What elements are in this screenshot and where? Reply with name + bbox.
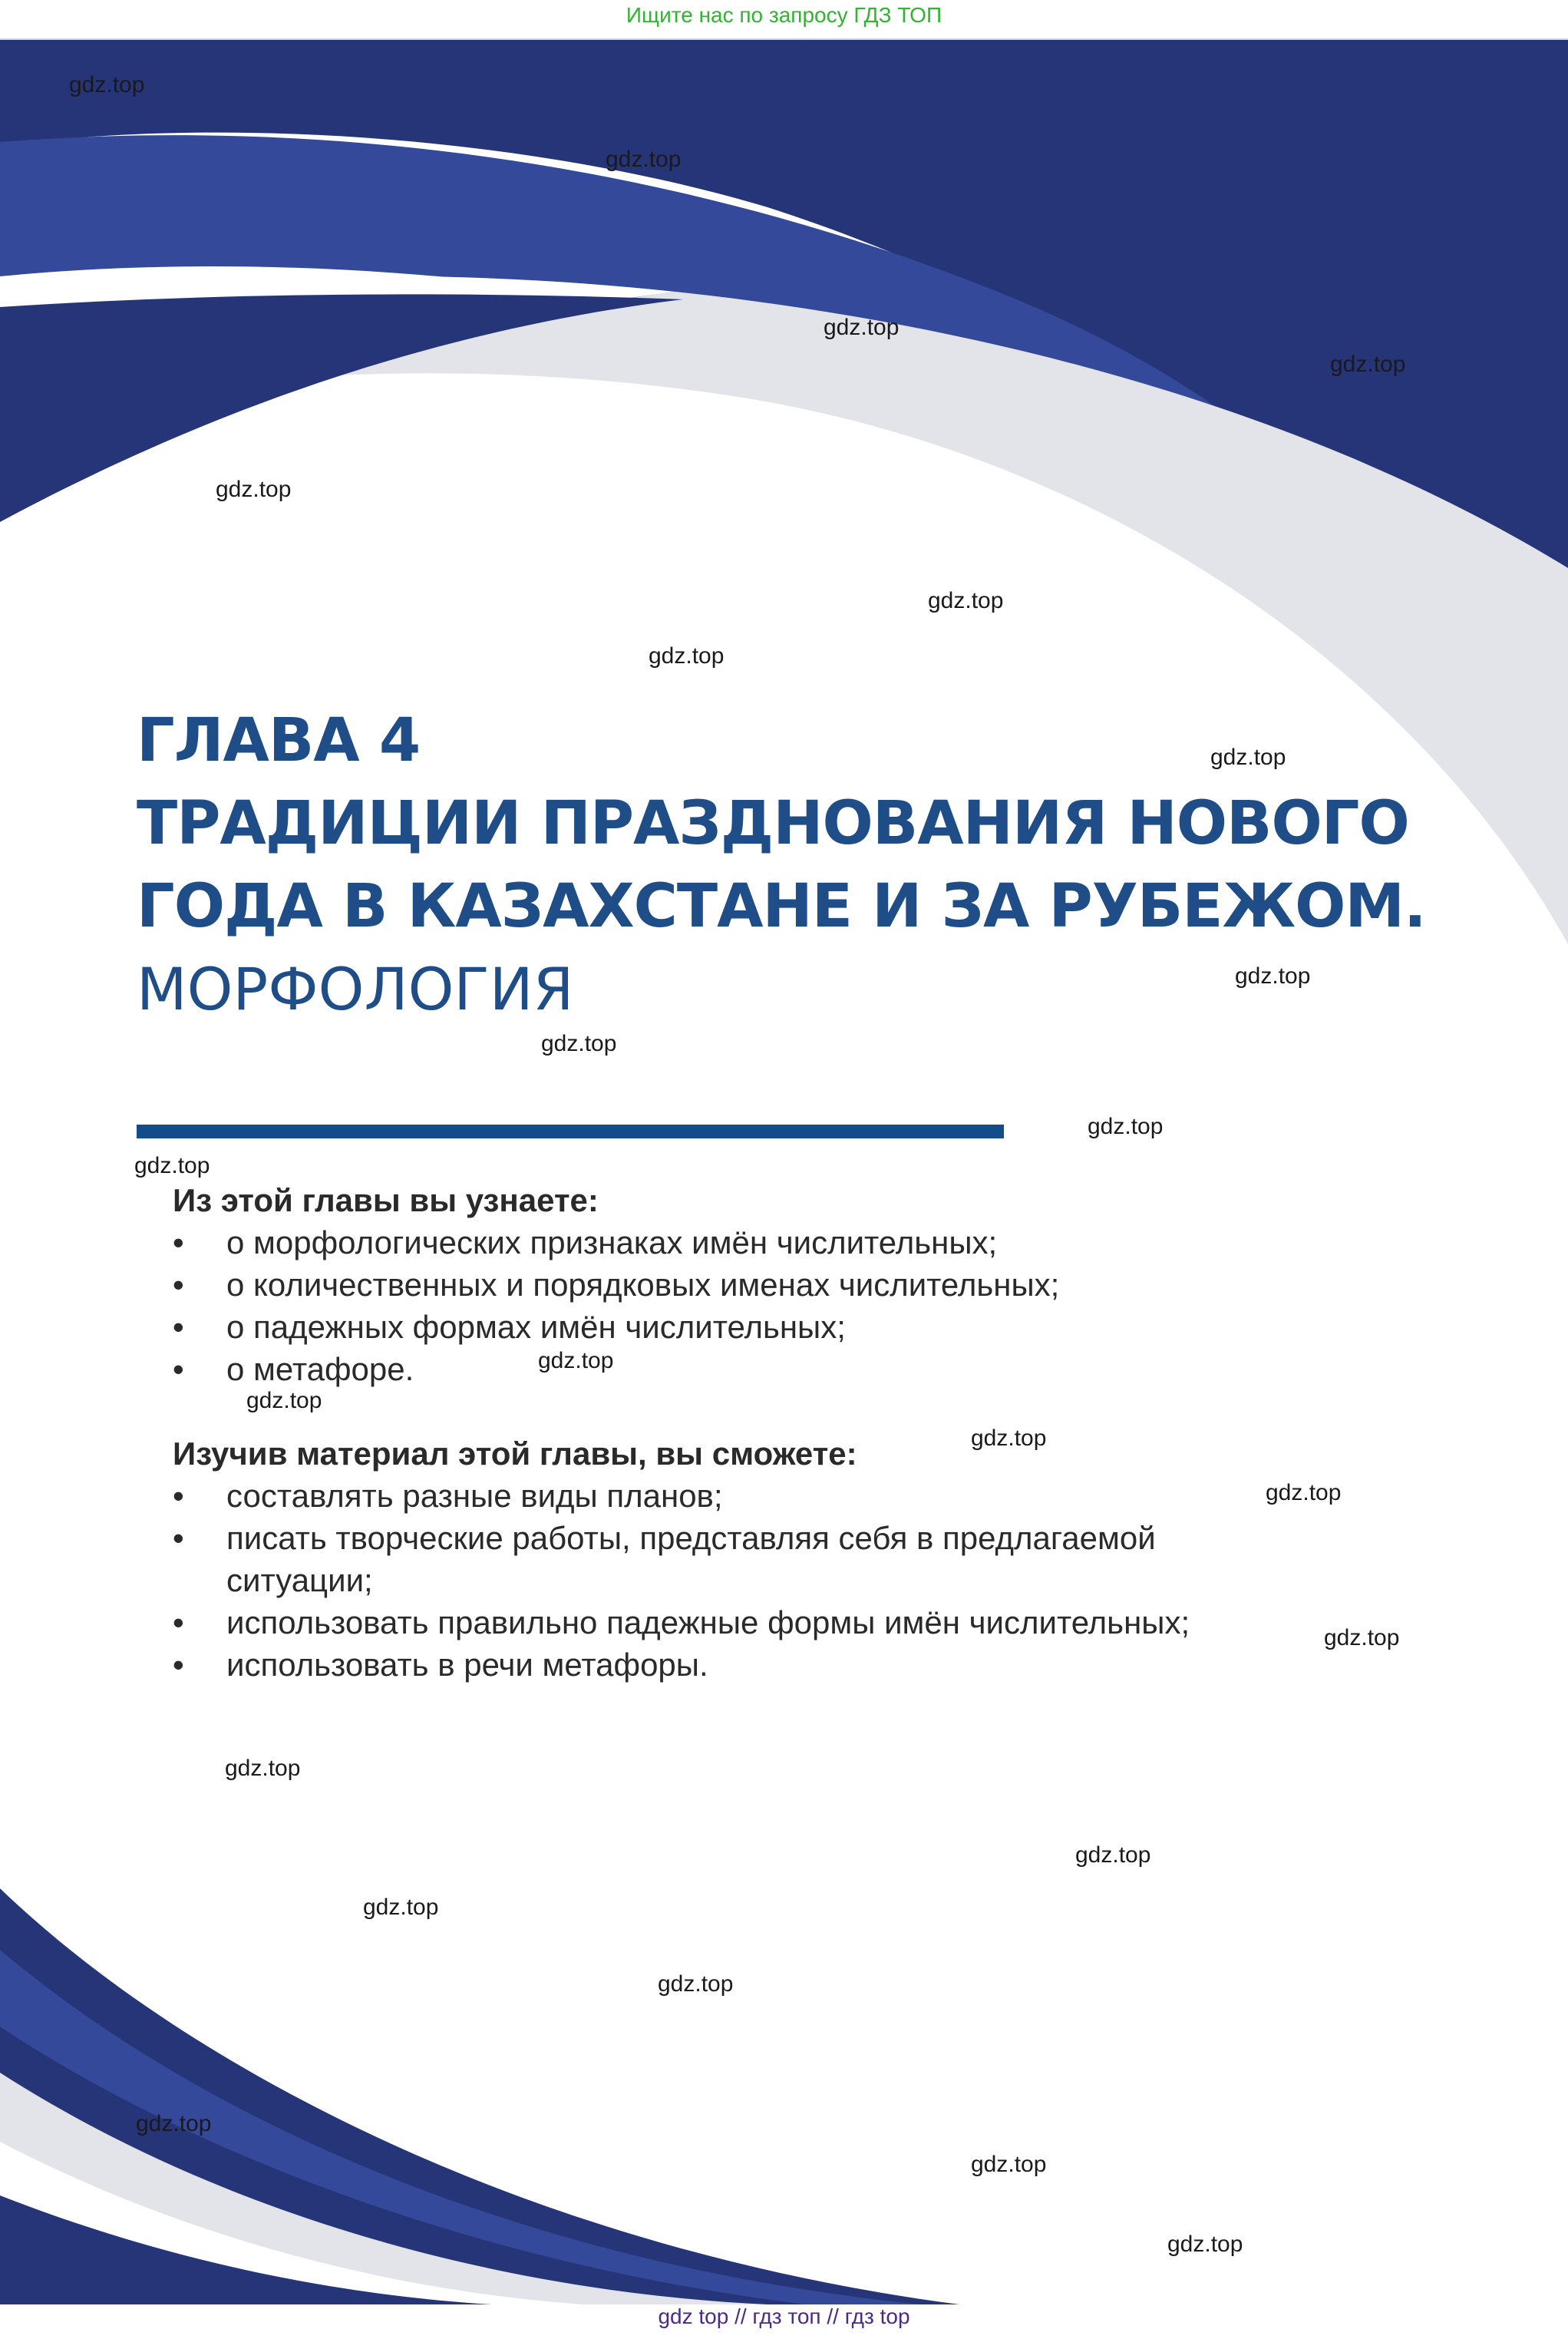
watermark: gdz.top (538, 1348, 614, 1373)
skills-item-text: составлять разные виды планов; (226, 1478, 723, 1514)
bullet: • (173, 1647, 184, 1683)
skills-heading: Изучив материал этой главы, вы сможете: (173, 1435, 857, 1472)
bullet: • (173, 1351, 184, 1387)
watermark: gdz.top (649, 643, 725, 669)
bullet: • (173, 1478, 184, 1514)
footer-links (0, 2304, 1568, 2329)
watermark: gdz.top (971, 2152, 1047, 2177)
skills-item-text: писать творческие работы, представляя себя в предлагаемой (226, 1520, 1156, 1556)
watermark: gdz.top (658, 1971, 734, 1997)
chapter-title-line-1: ТРАДИЦИИ ПРАЗДНОВАНИЯ НОВОГО (137, 789, 1409, 858)
chapter-title-line-2: ГОДА В КАЗАХСТАНЕ И ЗА РУБЕЖОМ. (137, 872, 1426, 941)
watermark: gdz.top (1235, 963, 1311, 989)
learn-item-text: о количественных и порядковых именах числительных; (226, 1267, 1060, 1303)
watermark: gdz.top (225, 1756, 301, 1781)
bullet: • (173, 1604, 184, 1640)
watermark: gdz.top (69, 72, 145, 97)
watermark: gdz.top (1330, 352, 1406, 377)
watermark: gdz.top (246, 1388, 322, 1413)
watermark: gdz.top (136, 2111, 212, 2136)
bullet: • (173, 1267, 184, 1303)
top-search-hint-bar (0, 0, 1568, 40)
chapter-subtitle: МОРФОЛОГИЯ (137, 955, 574, 1023)
watermark: gdz.top (1324, 1625, 1400, 1650)
watermark: gdz.top (1088, 1114, 1164, 1139)
watermark: gdz.top (1266, 1480, 1342, 1505)
bullet: • (173, 1309, 184, 1345)
learn-item-text: о метафоре. (226, 1351, 414, 1387)
watermark: gdz.top (1210, 745, 1286, 770)
watermark: gdz.top (606, 147, 682, 172)
watermark: gdz.top (1167, 2232, 1243, 2257)
search-hint[interactable]: Ищите нас по запросу ГДЗ ТОП (626, 3, 942, 27)
watermark: gdz.top (928, 588, 1004, 613)
watermark: gdz.top (216, 477, 292, 502)
learn-item-text: о падежных формах имён числительных; (226, 1309, 846, 1345)
watermark: gdz.top (824, 315, 900, 340)
skills-item-text: использовать правильно падежные формы имён числительных; (226, 1604, 1190, 1640)
watermark: gdz.top (541, 1031, 617, 1056)
watermark: gdz.top (971, 1426, 1047, 1451)
learn-item-text: о морфологических признаках имён числительных; (226, 1224, 998, 1260)
skills-item-text: ситуации; (226, 1562, 373, 1598)
watermark: gdz.top (134, 1153, 210, 1178)
skills-item-text: использовать в речи метафоры. (226, 1647, 708, 1683)
chapter-number: ГЛАВА 4 (137, 706, 421, 775)
watermark: gdz.top (1075, 1842, 1151, 1868)
bullet: • (173, 1520, 184, 1556)
footer-links-text[interactable]: gdz top // гдз топ // гдз top (658, 2304, 910, 2328)
bullet: • (173, 1224, 184, 1260)
title-divider (137, 1125, 1004, 1138)
watermark: gdz.top (363, 1895, 439, 1920)
learn-heading: Из этой главы вы узнаете: (173, 1182, 599, 1218)
